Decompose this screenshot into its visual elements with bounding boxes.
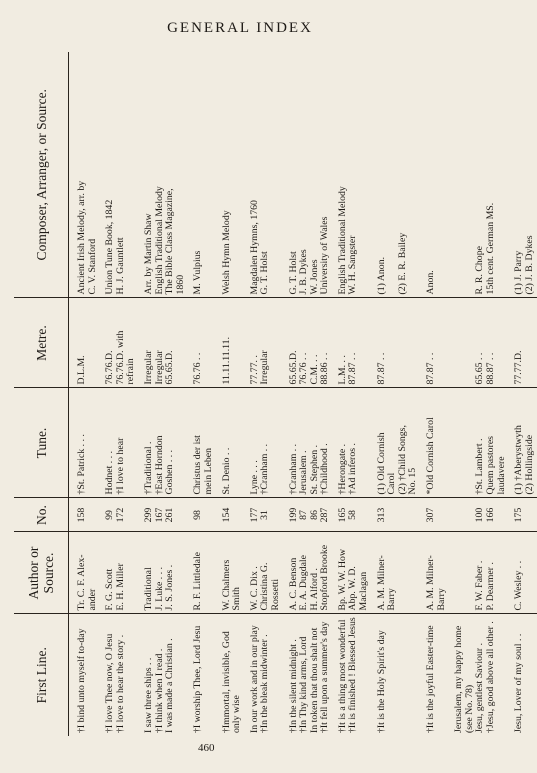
cell-tune [449, 388, 509, 498]
cell-line [454, 392, 465, 495]
cell-line: Rossetti [269, 578, 281, 611]
cell-tune [333, 388, 372, 498]
cell-line: In token that thou shalt not [308, 627, 320, 733]
cell-tune [372, 388, 421, 498]
column-header-metre: Metre. [14, 298, 69, 388]
cell-line: P. Dearmer . [485, 562, 496, 611]
cell-author [333, 532, 372, 614]
cell-line: Irregular [153, 350, 165, 385]
cell-no [449, 498, 509, 532]
cell-composer [372, 52, 421, 298]
cell-line: 76.76.D. [104, 350, 116, 385]
cell-composer [100, 52, 139, 298]
table-row [69, 52, 101, 736]
cell-line: †I love to hear the story . [114, 634, 126, 733]
cell-composer [69, 52, 101, 298]
cell-line: Barry [386, 588, 398, 611]
cell-line: (2) Hollingside [523, 434, 535, 495]
cell-line: Ancient Irish Melody, arr. by [76, 180, 87, 295]
column-header-no: No. [14, 498, 69, 532]
column-header-author: Author or Source. [14, 532, 69, 614]
cell-line: St. Stephen . [308, 444, 320, 495]
cell-line: †I love Thee now, O Jesu [104, 633, 116, 733]
cell-line: 58 [347, 510, 359, 520]
column-header-tune: Tune. [14, 388, 69, 498]
cell-line: W. C. Dix . [248, 566, 260, 611]
cell-metre [284, 298, 333, 388]
cell-no [509, 498, 537, 532]
cell-line: 98 [192, 510, 204, 520]
cell-first-line [245, 614, 284, 736]
cell-line: G. T. Holst [259, 251, 271, 295]
cell-no [421, 498, 449, 532]
cell-first-line [188, 614, 216, 736]
cell-line: †I love to hear [114, 437, 126, 495]
cell-line: †I worship Thee, Lord Jesu [192, 625, 204, 733]
table-row [284, 52, 333, 736]
cell-line: Jerusalem, my happy home [453, 625, 465, 733]
cell-line: 87 [298, 510, 310, 520]
cell-line: †Traditional . [142, 441, 154, 495]
cell-line: (2) J. B. Dykes [523, 235, 535, 295]
cell-line: H. Alford . [308, 568, 320, 611]
cell-line: 261 [164, 507, 176, 523]
cell-line: Arr. by Martin Shaw [142, 213, 154, 295]
column-header-composer: Composer, Arranger, or Source. [14, 52, 69, 298]
cell-first-line [284, 614, 333, 736]
cell-line [454, 302, 465, 385]
cell-line: mein Leben [202, 447, 214, 495]
cell-line: †Jesu, good above all other . [485, 621, 496, 733]
cell-metre [449, 298, 509, 388]
cell-line: (see No. 78) [463, 684, 475, 733]
cell-line: St. Denio . . [220, 447, 232, 495]
cell-composer [333, 52, 372, 298]
cell-first-line [139, 614, 188, 736]
cell-line: ander [86, 588, 98, 611]
cell-line: D.L.M. [76, 355, 87, 385]
cell-metre [100, 298, 139, 388]
cell-line: 31 [259, 510, 271, 520]
cell-line: 11.11.11.11. [220, 336, 232, 385]
cell-line: J. B. Dykes [298, 249, 310, 295]
cell-line: R. F. Littledale [192, 551, 204, 611]
cell-line: M. Vulpius [192, 250, 204, 295]
cell-line: (2) †Child Songs, [396, 425, 408, 495]
cell-line: Carol [386, 472, 398, 495]
cell-line: 76.76.D. with [114, 330, 126, 385]
cell-line: 199 [287, 507, 299, 523]
cell-tune [509, 388, 537, 498]
cell-line: 313 [375, 507, 387, 523]
cell-line: †Herongate . [336, 443, 348, 495]
cell-tune [188, 388, 216, 498]
cell-tune [217, 388, 245, 498]
cell-author [217, 532, 245, 614]
cell-line: Barry [435, 588, 447, 611]
cell-line: Abp. W. D. [347, 566, 359, 611]
cell-no [100, 498, 139, 532]
cell-metre [139, 298, 188, 388]
cell-line: 175 [513, 507, 525, 523]
cell-first-line [69, 614, 101, 736]
cell-line: Lyne . . . [248, 460, 260, 495]
cell-line: Quem pastores [485, 436, 496, 495]
cell-line: (2) E. R. Bailey [396, 232, 408, 295]
cell-line: 88.86 . . [319, 352, 331, 385]
cell-line: In our work and in our play [248, 625, 260, 733]
cell-line [454, 536, 465, 611]
cell-line: 100 [474, 507, 486, 523]
cell-line: W. Chalmers [220, 559, 232, 611]
cell-line: E. H. Miller [114, 563, 126, 611]
cell-tune [100, 388, 139, 498]
cell-line: laudavere [495, 456, 507, 495]
cell-line: *Old Cornish Carol [425, 417, 437, 495]
cell-composer [449, 52, 509, 298]
cell-metre [188, 298, 216, 388]
cell-line: Traditional [142, 567, 154, 611]
cell-line: W. H. Sangster [347, 235, 359, 295]
cell-line: English Traditional Melody [336, 186, 348, 295]
cell-line: 158 [76, 507, 87, 523]
cell-line: F. W. Faber . [474, 560, 486, 611]
cell-line: University of Wales [319, 216, 331, 295]
column-header-first-line: First Line. [14, 614, 69, 736]
cell-author [449, 532, 509, 614]
cell-line: refrain [125, 358, 137, 385]
cell-line: The Bible Class Magazine, [164, 188, 176, 295]
cell-line: 166 [485, 507, 496, 523]
cell-line: 99 [104, 510, 116, 520]
cell-line: 65.65 . . [474, 352, 486, 385]
cell-line: 87.87 . . [375, 352, 387, 385]
index-table [14, 52, 537, 736]
cell-line: (1) Old Cornish [375, 432, 387, 495]
cell-line: 287 [319, 507, 331, 523]
cell-line: 177 [248, 507, 260, 523]
cell-line: 76.76 . . [192, 352, 204, 385]
cell-tune [139, 388, 188, 498]
table-row [449, 52, 509, 736]
cell-line: English Traditional Melody [153, 186, 165, 295]
cell-line: †I bind unto myself to-day [76, 628, 87, 733]
cell-line: 65.65.D. [164, 350, 176, 385]
cell-line: 167 [153, 507, 165, 523]
cell-no [69, 498, 101, 532]
cell-line: †Cranham . . [259, 443, 271, 495]
cell-tune [284, 388, 333, 498]
cell-line: F. G. Scott [104, 568, 116, 611]
cell-line: †It is the joyful Easter-time [425, 625, 437, 733]
table-row [509, 52, 537, 736]
cell-line: Bp. W. W. How [336, 548, 348, 611]
cell-line: 307 [425, 507, 437, 523]
cell-line: 154 [220, 507, 232, 523]
cell-composer [188, 52, 216, 298]
page-title: GENERAL INDEX [167, 20, 313, 36]
cell-metre [245, 298, 284, 388]
cell-metre [217, 298, 245, 388]
cell-line: Irregular [259, 350, 271, 385]
cell-line: †It is the Holy Spirit's day [375, 630, 387, 733]
table-row [217, 52, 245, 736]
table-row [333, 52, 372, 736]
cell-line: 88.87 . . [485, 352, 496, 385]
cell-line: W. Jones [308, 259, 320, 295]
cell-first-line [421, 614, 449, 736]
cell-line: 1860 [174, 274, 186, 295]
cell-line: †Cranham . . [287, 443, 299, 495]
cell-line: Hodnet . . . [104, 450, 116, 495]
page-number: 460 [198, 742, 215, 754]
cell-line: I was made a Christian . [164, 638, 176, 733]
cell-line: Welsh Hymn Melody [220, 210, 232, 295]
cell-author [509, 532, 537, 614]
cell-line: 87.87 . . [425, 352, 437, 385]
cell-line: Goshen . . . [164, 449, 176, 495]
cell-line: C. V. Stanford [86, 238, 98, 295]
cell-line: Jerusalem . [298, 450, 310, 495]
cell-line: Christina G. [259, 562, 271, 611]
cell-no [284, 498, 333, 532]
cell-first-line [509, 614, 537, 736]
table-row [372, 52, 421, 736]
cell-line: H. J. Gauntlett [114, 237, 126, 295]
cell-line: L.M. . . [336, 355, 348, 385]
cell-line: (1) †Aberystwyth [513, 425, 525, 495]
table-header-row [14, 52, 69, 736]
cell-line: †St. Lambert . [474, 438, 486, 495]
cell-line [454, 55, 465, 295]
cell-line: G. T. Holst [287, 251, 299, 295]
cell-line: E. A. Dugdale [298, 554, 310, 611]
cell-author [284, 532, 333, 614]
cell-composer [509, 52, 537, 298]
cell-line: A. M. Milner- [425, 555, 437, 611]
cell-line: 172 [114, 507, 126, 523]
cell-line: 299 [142, 507, 154, 523]
cell-line: A. C. Benson [287, 557, 299, 611]
cell-composer [245, 52, 284, 298]
cell-line: C.M. . . [308, 354, 320, 385]
cell-metre [372, 298, 421, 388]
cell-line: †It is finished ! Blessed Jesus [347, 617, 359, 733]
cell-line: A. M. Milner- [375, 555, 387, 611]
cell-line: 76.76 . . [298, 352, 310, 385]
cell-first-line [333, 614, 372, 736]
cell-author [421, 532, 449, 614]
cell-line: Stopford Brooke [319, 544, 331, 611]
cell-metre [333, 298, 372, 388]
cell-line: Union Tune Book, 1842 [104, 199, 116, 295]
cell-line: 165 [336, 507, 348, 523]
cell-composer [421, 52, 449, 298]
cell-line: R. R. Chope [474, 246, 486, 295]
cell-line: †In the silent midnight . [287, 639, 299, 733]
index-table-rotated [14, 52, 535, 736]
cell-line: (1) Anon. [375, 256, 387, 295]
cell-line: 77.77. . [248, 355, 260, 385]
cell-line: 15th cent. German MS. [485, 202, 496, 295]
cell-tune [421, 388, 449, 498]
cell-line: J. Luke . . . [153, 566, 165, 611]
cell-first-line [217, 614, 245, 736]
cell-line: †Immortal, invisible, God [220, 631, 232, 733]
cell-line: only wise [231, 695, 243, 733]
cell-line: Anon. [425, 270, 437, 295]
cell-metre [509, 298, 537, 388]
cell-first-line [372, 614, 421, 736]
cell-author [372, 532, 421, 614]
cell-composer [139, 52, 188, 298]
table-row [421, 52, 449, 736]
cell-author [100, 532, 139, 614]
cell-composer [284, 52, 333, 298]
cell-line: 86 [308, 510, 320, 520]
table-row [188, 52, 216, 736]
cell-composer [217, 52, 245, 298]
cell-line: 65.65.D. [287, 350, 299, 385]
cell-line: Jesu, gentlest Saviour . [474, 642, 486, 733]
cell-line: (1) J. Parry [513, 250, 525, 295]
cell-line: †East Horndon [153, 435, 165, 495]
cell-no [372, 498, 421, 532]
cell-no [333, 498, 372, 532]
table-row [139, 52, 188, 736]
cell-line: 77.77.D. [513, 350, 525, 385]
cell-metre [421, 298, 449, 388]
cell-line: †Ad inferos . [347, 443, 359, 495]
cell-first-line [449, 614, 509, 736]
cell-line: Magdalen Hymns, 1760 [248, 200, 260, 295]
cell-tune [69, 388, 101, 498]
cell-author [188, 532, 216, 614]
table-row [245, 52, 284, 736]
cell-author [69, 532, 101, 614]
cell-line: †Childhood . [319, 443, 331, 495]
cell-line: No. 15 [407, 467, 419, 495]
cell-line: †St. Patrick . . . [76, 434, 87, 495]
cell-line: Tr. C. F. Alex- [76, 554, 87, 611]
cell-metre [69, 298, 101, 388]
cell-line: 87.87 . . [347, 352, 359, 385]
cell-no [217, 498, 245, 532]
cell-line: †It fell upon a summer's day [319, 621, 331, 733]
cell-line: Christus der ist [192, 435, 204, 495]
cell-line: †In the bleak midwinter . [259, 634, 271, 733]
cell-line: Smith [231, 587, 243, 611]
cell-line: †I think when I read . [153, 648, 165, 733]
cell-line: †In Thy kind arms, Lord [298, 636, 310, 733]
cell-line: †It is a thing most wonderful [336, 619, 348, 733]
cell-no [139, 498, 188, 532]
cell-line: Maclagan [358, 571, 370, 611]
cell-no [245, 498, 284, 532]
cell-line: J. S. Jones . [164, 564, 176, 611]
cell-no [188, 498, 216, 532]
cell-line: C. Wesley . . [513, 560, 525, 611]
cell-author [245, 532, 284, 614]
cell-line: Jesu, Lover of my soul . . [513, 633, 525, 733]
cell-line: I saw three ships . . [142, 657, 154, 733]
table-row [100, 52, 139, 736]
cell-line: Irregular [142, 350, 154, 385]
cell-first-line [100, 614, 139, 736]
cell-author [139, 532, 188, 614]
cell-tune [245, 388, 284, 498]
